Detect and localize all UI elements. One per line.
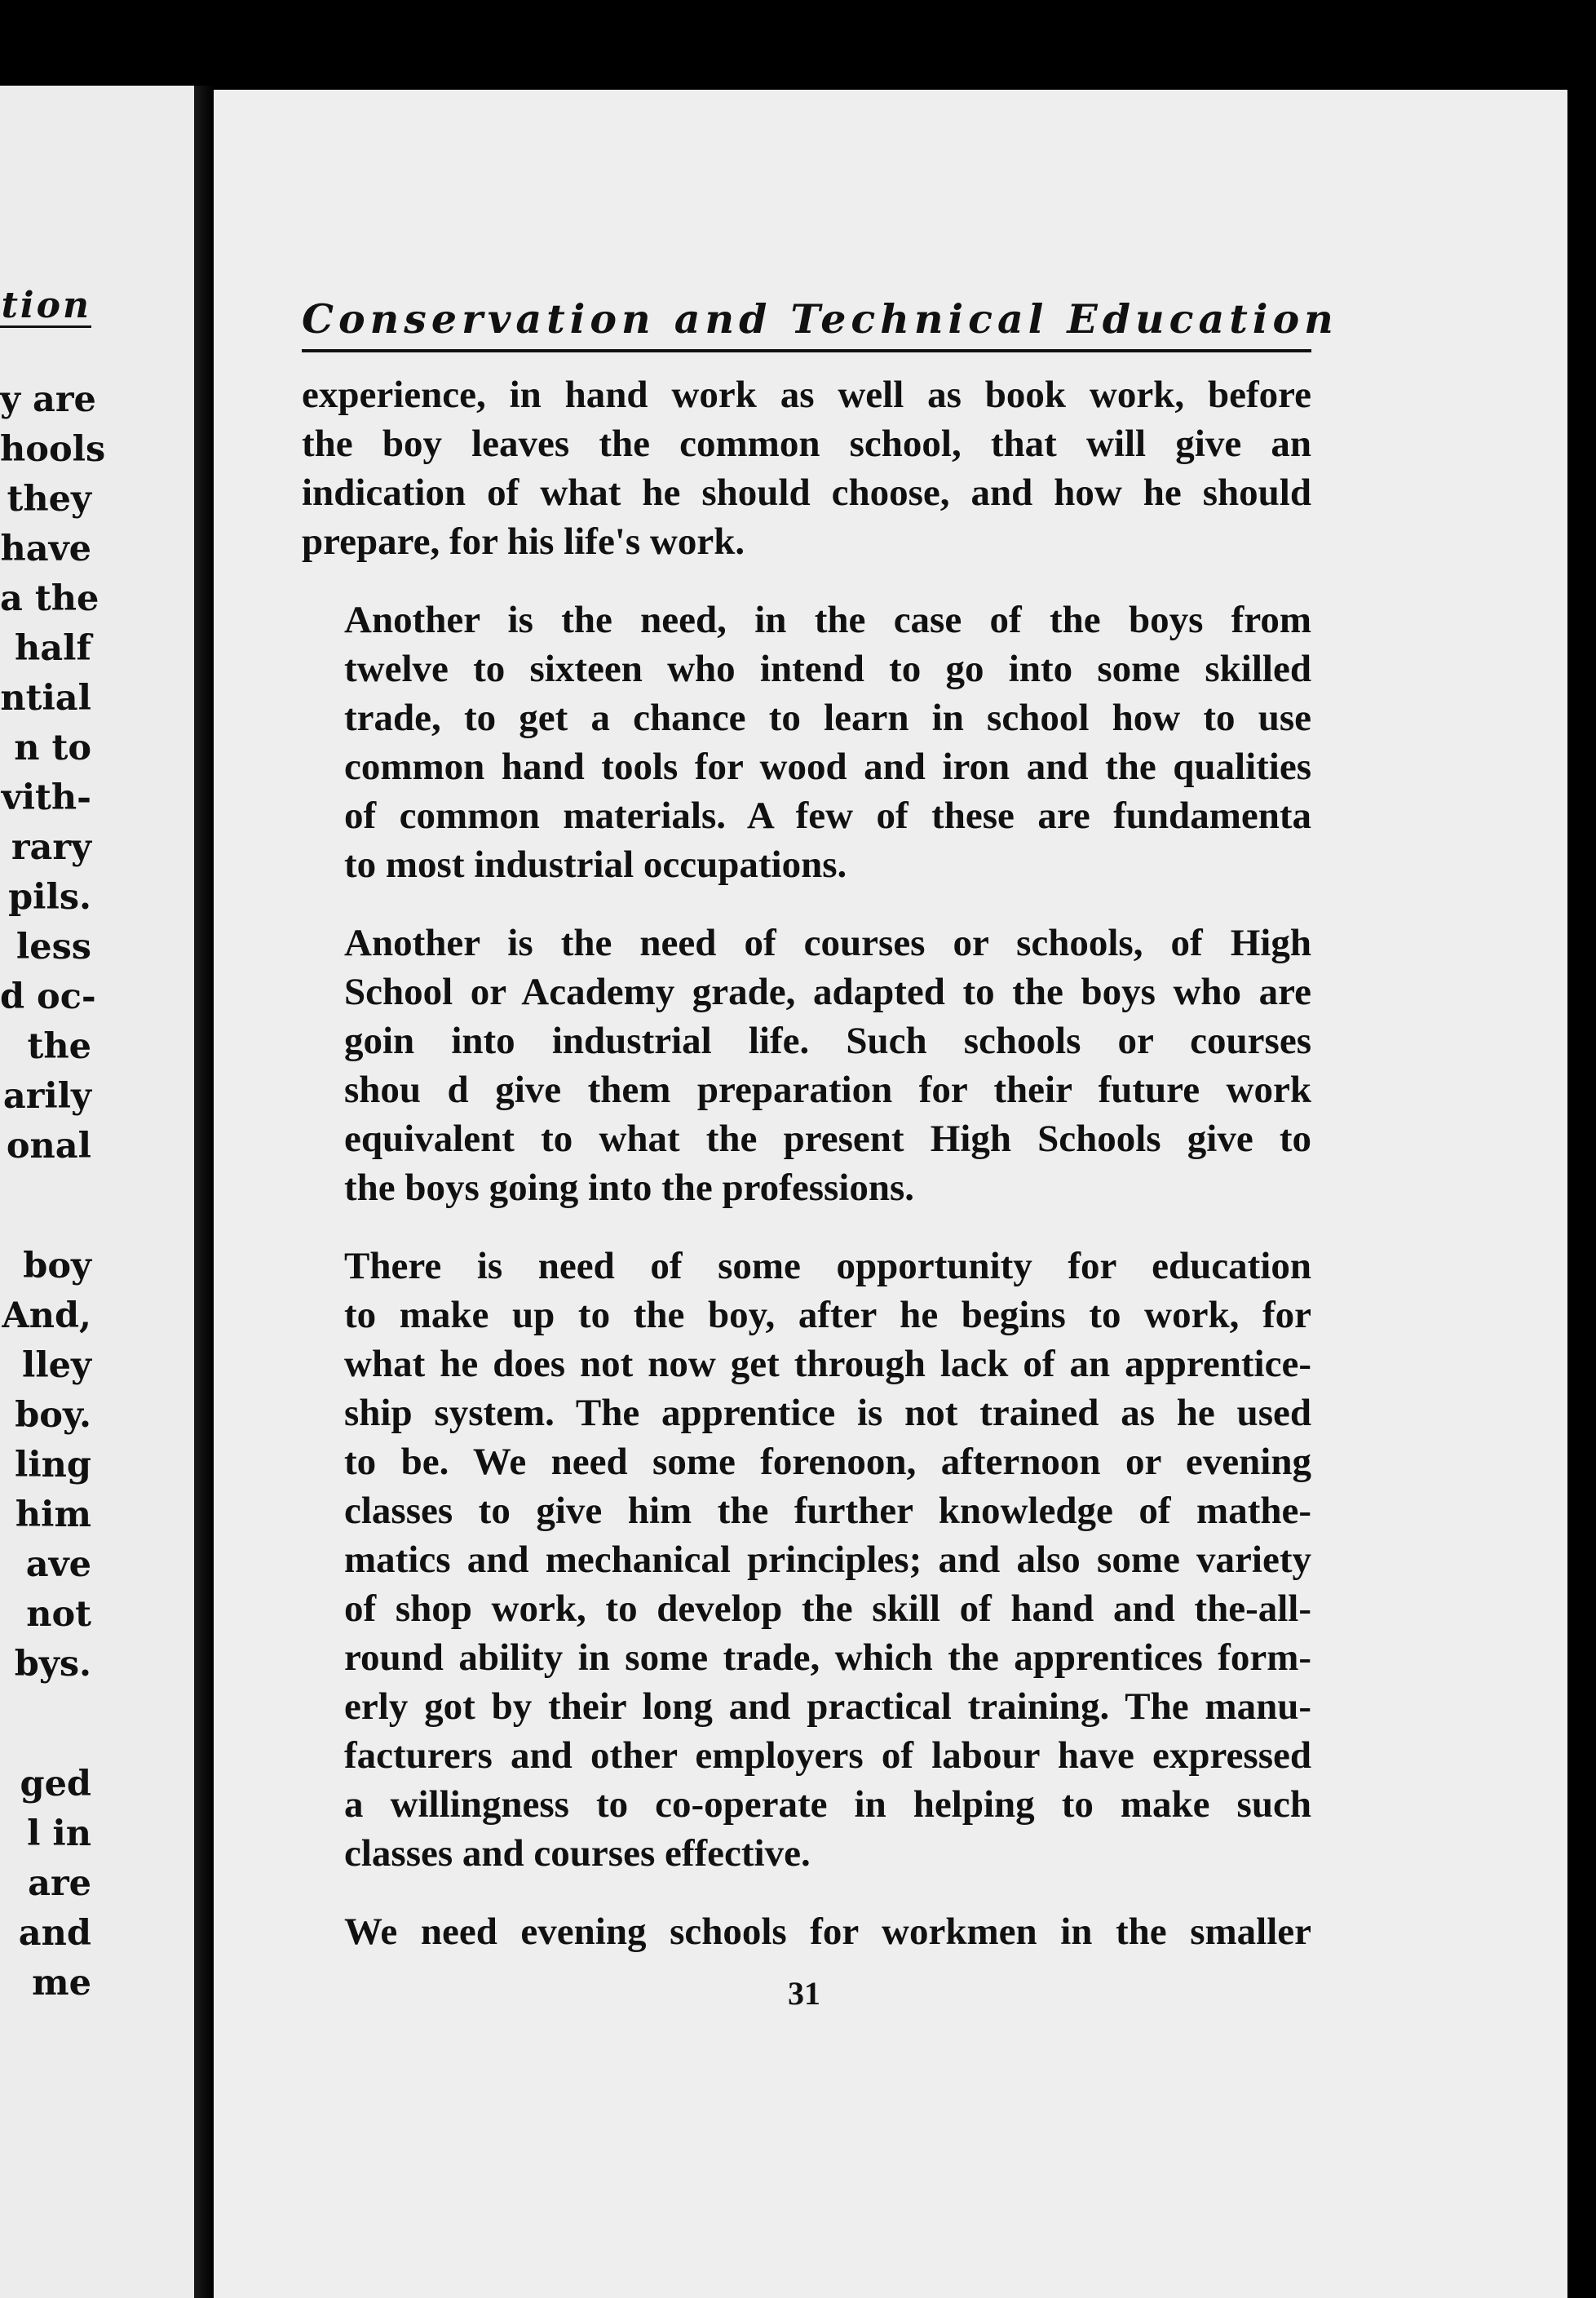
left-text-line: d oc- [0,976,96,1017]
left-text-line: and [18,1913,91,1954]
text-line: trade, to get a chance to learn in school how to use [344,697,1311,739]
text-line: equivalent to what the present High Schools give to [344,1118,1311,1160]
paragraph [302,919,1311,1212]
left-text-line: half [15,628,91,669]
text-line: goin into industrial life. Such schools or courses [344,1020,1311,1062]
text-line: to most industrial occupations. [344,843,847,886]
text-line: School or Academy grade, adapted to the boys who are [344,971,1311,1013]
left-text-line: hools [0,429,106,470]
left-paragraph-gap [0,1689,91,1760]
left-text-column [0,375,106,2008]
left-paragraph-gap [0,1171,91,1242]
left-text-line: ged [20,1764,91,1804]
paragraph [302,596,1311,889]
text-line: of common materials. A few of these are fundamenta [344,795,1311,837]
paragraph [302,1242,1311,1878]
left-text-line: rary [11,827,91,868]
left-text-line: l in [27,1813,91,1854]
left-text-line: not [26,1594,91,1635]
text-line: shou d give them preparation for their future work [344,1069,1311,1111]
left-text-line: him [15,1494,91,1535]
text-line: a willingness to co-operate in helping to make such [344,1783,1311,1826]
left-text-line: a the [0,578,99,619]
left-text-line: pils. [8,877,91,918]
left-text-line: vith- [1,777,91,818]
text-line: classes and courses effective. [344,1832,811,1875]
right-page [214,90,1567,2298]
text-line: ship system. The apprentice is not trained as he used [344,1392,1311,1434]
text-line: We need evening schools for workmen in the smaller [344,1911,1311,1953]
text-line: Another is the need, in the case of the boys from [344,599,1311,641]
header-rule [302,349,1311,352]
text-line: twelve to sixteen who intend to go into some skilled [344,648,1311,690]
paragraph [302,1907,1311,1956]
left-text-line: ave [25,1544,91,1585]
left-running-header: tion [1,285,91,326]
left-text-line: And, [2,1295,91,1336]
text-line: what he does not now get through lack of an apprentice- [344,1343,1311,1385]
running-header: Conservation and Technical Education [302,295,1338,343]
left-text-line: boy [23,1246,91,1286]
left-text-line: arily [2,1076,91,1117]
left-text-line: n to [14,728,91,768]
text-line: matics and mechanical principles; and also some variety [344,1539,1311,1581]
left-text-line: boy. [15,1395,91,1436]
left-text-line: are [28,1863,91,1904]
left-text-line: ntial [0,678,91,719]
text-line: the boy leaves the common school, that will give an [302,423,1311,465]
page-number: 31 [788,1975,820,2012]
body-text [302,370,1311,1956]
left-text-line: less [15,927,91,967]
left-text-line: the [27,1026,91,1067]
text-line: common hand tools for wood and iron and the qualities [344,746,1311,788]
text-line: classes to give him the further knowledge of mathe- [344,1490,1311,1532]
book-gutter [194,86,214,2298]
paragraph [302,370,1311,566]
text-line: prepare, for his life's work. [302,520,745,563]
text-line: to be. We need some forenoon, afternoon or evening [344,1441,1311,1483]
text-line: Another is the need of courses or schools, of High [344,922,1311,964]
left-text-line: onal [6,1126,91,1167]
text-line: facturers and other employers of labour have expressed [344,1734,1311,1777]
text-line: indication of what he should choose, and how he should [302,472,1311,514]
left-text-line: me [32,1963,91,2004]
text-line: of shop work, to develop the skill of hand and the-all- [344,1587,1311,1630]
text-line: to make up to the boy, after he begins to work, for [344,1294,1311,1336]
left-text-line: bys. [14,1644,91,1685]
left-text-line: have [0,529,91,569]
text-line: experience, in hand work as well as book work, before [302,374,1311,416]
text-line: erly got by their long and practical training. The manu- [344,1685,1311,1728]
text-line: There is need of some opportunity for education [344,1245,1311,1287]
left-text-line: they [7,479,91,520]
left-text-line: lley [21,1345,91,1386]
text-line: the boys going into the professions. [344,1167,915,1209]
left-text-line: y are [0,379,96,420]
left-facing-page [0,86,194,2298]
text-line: round ability in some trade, which the apprentices form- [344,1636,1311,1679]
left-text-line: ling [15,1445,91,1486]
